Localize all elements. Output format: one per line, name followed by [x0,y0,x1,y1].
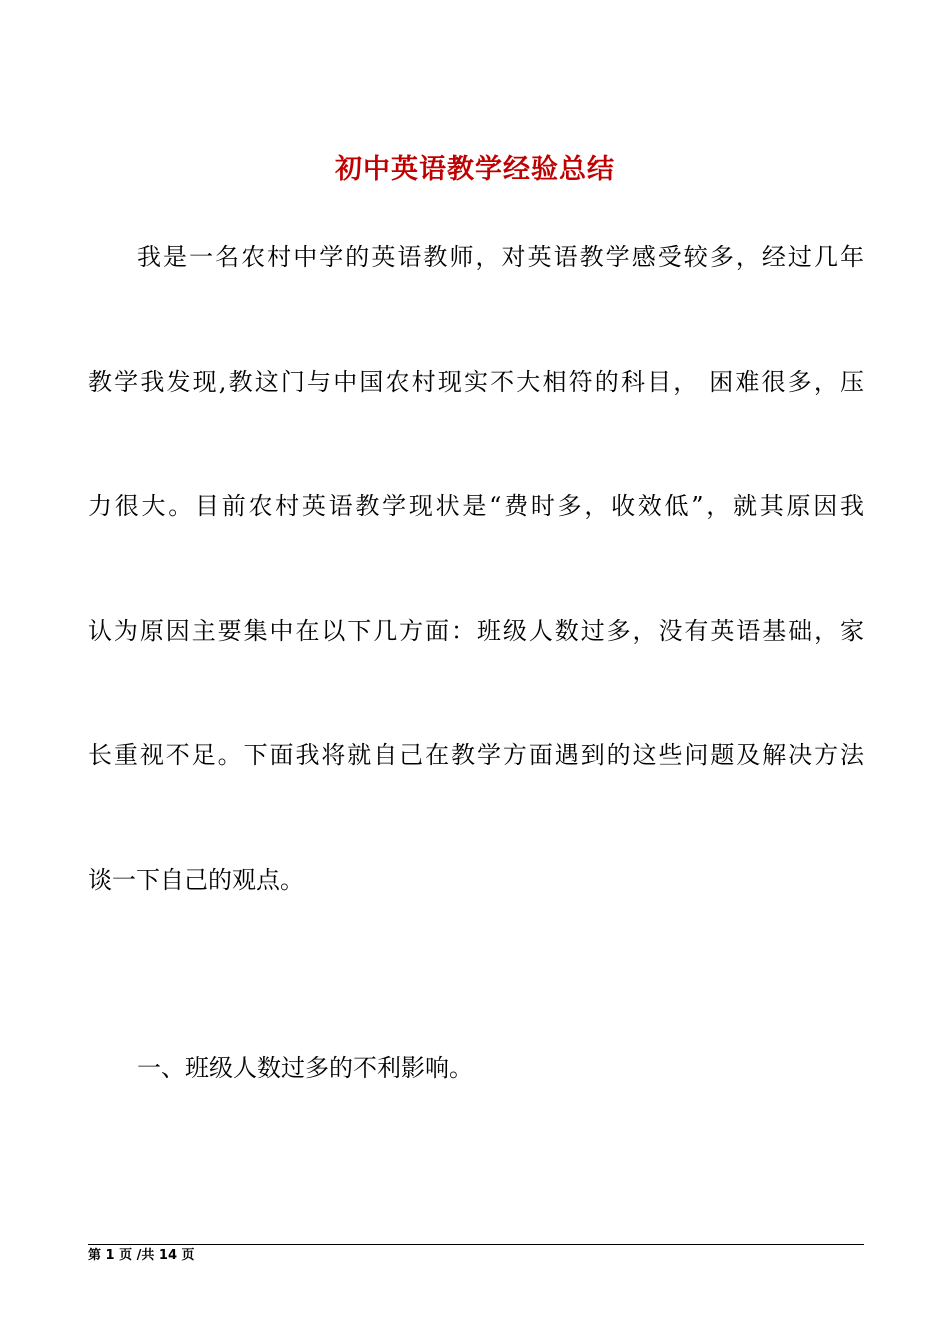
paragraph-line-1: 我是一名农村中学的英语教师，对英语教学感受较多，经过几年 [137,243,864,271]
page-number-footer: 第 1 页 /共 14 页 [88,1248,195,1263]
paragraph-line-4: 认为原因主要集中在以下几方面：班级人数过多，没有英语基础，家 [88,617,864,645]
document-title: 初中英语教学经验总结 [335,154,615,185]
paragraph-line-2: 教学我发现,教这门与中国农村现实不大相符的科目， 困难很多，压 [88,368,864,396]
paragraph-line-5: 长重视不足。下面我将就自己在教学方面遇到的这些问题及解决方法 [88,741,864,769]
footer-divider [88,1244,864,1245]
paragraph-line-6: 谈一下自己的观点。 [88,866,304,894]
paragraph-line-3: 力很大。目前农村英语教学现状是“费时多，收效低”，就其原因我 [88,492,864,520]
section-heading: 一、班级人数过多的不利影响。 [137,1054,473,1082]
